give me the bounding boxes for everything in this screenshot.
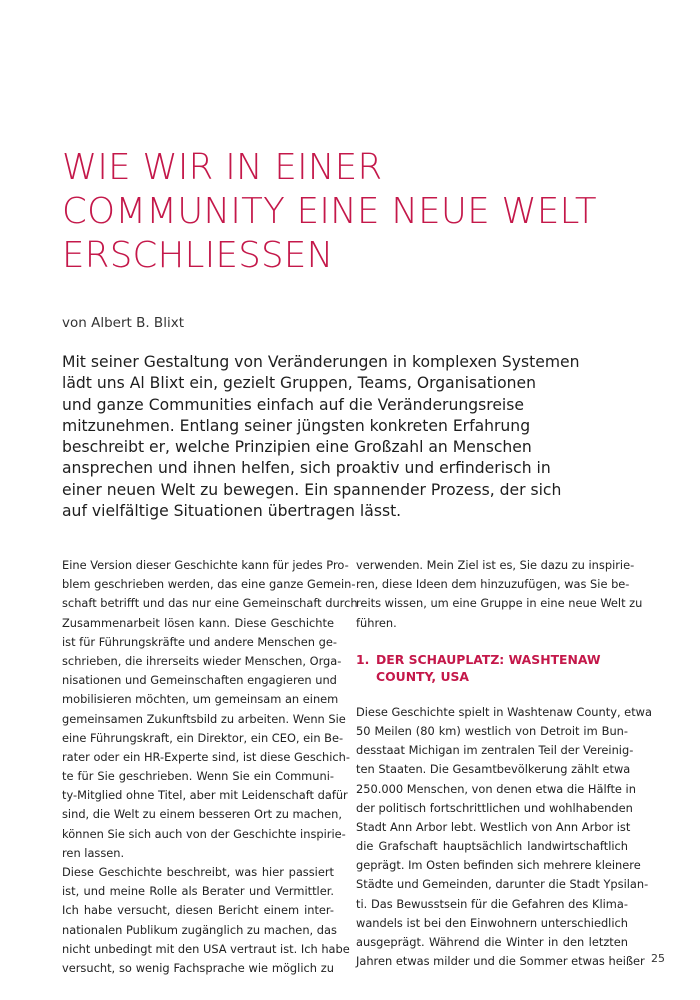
- body-line: eine Führungskraft, ein Direktor, ein CEO, ein Be-: [62, 730, 344, 745]
- body-line: rater oder ein HR-Experte sind, ist diese Geschich-: [62, 749, 350, 764]
- body-line: ty-Mitglied ohne Titel, aber mit Leidenschaft dafür: [62, 788, 348, 803]
- body-line: nisationen und Gemeinschaften engagieren und: [62, 673, 337, 688]
- body-line: 250.000 Menschen, von denen etwa die Hälfte in: [356, 781, 636, 796]
- body-line: wandels ist bei den Einwohnern unterschiedlich: [356, 915, 628, 930]
- body-line: schaft betrifft und das nur eine Gemeinschaft durch: [62, 596, 358, 611]
- intro-line: einer neuen Welt zu bewegen. Ein spannender Prozess, der sich: [62, 480, 562, 499]
- title-line: COMMUNITY EINE NEUE WELT: [62, 191, 597, 232]
- body-line: können Sie sich auch von der Geschichte inspirie-: [62, 826, 346, 841]
- body-line: ist für Führungskräfte und andere Menschen ge-: [62, 634, 337, 649]
- body-line: die Grafschaft hauptsächlich landwirtschaftlich: [356, 839, 628, 854]
- body-line: geprägt. Im Osten befinden sich mehrere kleinere: [356, 858, 641, 873]
- body-line: führen.: [356, 615, 397, 630]
- article-title: [62, 146, 662, 278]
- body-line: gemeinsamen Zukunftsbild zu arbeiten. Wenn Sie: [62, 711, 346, 726]
- body-line: Diese Geschichte spielt in Washtenaw County, etwa: [356, 704, 652, 719]
- body-column-right: [356, 556, 652, 971]
- section-heading-line: DER SCHAUPLATZ: WASHTENAW: [376, 651, 601, 667]
- body-line: der politisch fortschrittlichen und wohlhabenden: [356, 800, 633, 815]
- body-line: ren, diese Ideen dem hinzuzufügen, was Sie be-: [356, 577, 630, 592]
- body-line: Jahren etwas milder und die Sommer etwas heißer: [356, 954, 645, 969]
- intro-line: und ganze Communities einfach auf die Veränderungsreise: [62, 395, 524, 414]
- intro-line: ansprechen und ihnen helfen, sich proaktiv und erfinderisch in: [62, 459, 551, 478]
- body-line: Städte und Gemeinden, darunter die Stadt Ypsilan-: [356, 877, 649, 892]
- body-column-left: [62, 556, 358, 978]
- body-line: ti. Das Bewusstsein für die Gefahren des Klima-: [356, 896, 628, 911]
- body-line: schrieben, die ihrerseits wieder Menschen, Orga-: [62, 653, 342, 668]
- body-line: blem geschrieben werden, das eine ganze Gemein-: [62, 577, 356, 592]
- body-line: reits wissen, um eine Gruppe in eine neue Welt zu: [356, 596, 643, 611]
- body-line: nicht unbedingt mit den USA vertraut ist. Ich habe: [62, 941, 350, 956]
- body-line: mobilisieren möchten, um gemeinsam an einem: [62, 692, 339, 707]
- body-line: versucht, so wenig Fachsprache wie möglich zu: [62, 960, 334, 975]
- body-line: ren lassen.: [62, 845, 125, 860]
- intro-line: auf vielfältige Situationen übertragen lässt.: [62, 502, 402, 521]
- body-line: Ich habe versucht, diesen Bericht einem inter-: [62, 903, 334, 918]
- body-line: 50 Meilen (80 km) westlich von Detroit im Bun-: [356, 723, 628, 738]
- body-line: Stadt Ann Arbor lebt. Westlich von Ann Arbor ist: [356, 819, 631, 834]
- body-line: sind, die Welt zu einem besseren Ort zu machen,: [62, 807, 342, 822]
- title-line: ERSCHLIESSEN: [62, 235, 334, 276]
- intro-paragraph: [62, 352, 580, 522]
- body-line: ten Staaten. Die Gesamtbevölkerung zählt etwa: [356, 762, 631, 777]
- body-line: Zusammenarbeit lösen kann. Diese Geschichte: [62, 615, 334, 630]
- intro-line: mitzunehmen. Entlang seiner jüngsten konkreten Erfahrung: [62, 416, 531, 435]
- section-heading-line: COUNTY, USA: [376, 668, 470, 684]
- intro-line: lädt uns Al Blixt ein, gezielt Gruppen, Teams, Organisationen: [62, 374, 536, 393]
- intro-line: Mit seiner Gestaltung von Veränderungen in komplexen Systemen: [62, 353, 580, 371]
- body-line: desstaat Michigan im zentralen Teil der Vereinig-: [356, 743, 634, 758]
- body-line: ist, und meine Rolle als Berater und Vermittler.: [62, 884, 334, 899]
- body-line: nationalen Publikum zugänglich zu machen, das: [62, 922, 337, 937]
- title-line: WIE WIR IN EINER: [62, 147, 383, 188]
- page-number: 25: [651, 952, 665, 965]
- body-line: Diese Geschichte beschreibt, was hier passiert: [62, 865, 334, 879]
- body-line: Eine Version dieser Geschichte kann für jedes Pro-: [62, 558, 349, 572]
- body-line: ausgeprägt. Während die Winter in den letzten: [356, 935, 628, 949]
- body-line: verwenden. Mein Ziel ist es, Sie dazu zu inspirie-: [356, 558, 635, 572]
- intro-line: beschreibt er, welche Prinzipien eine Großzahl an Menschen: [62, 438, 532, 457]
- section-number: 1.: [356, 651, 370, 667]
- section-heading: [356, 651, 628, 685]
- byline: von Albert B. Blixt: [62, 315, 184, 331]
- body-line: te für Sie geschrieben. Wenn Sie ein Communi-: [62, 769, 334, 784]
